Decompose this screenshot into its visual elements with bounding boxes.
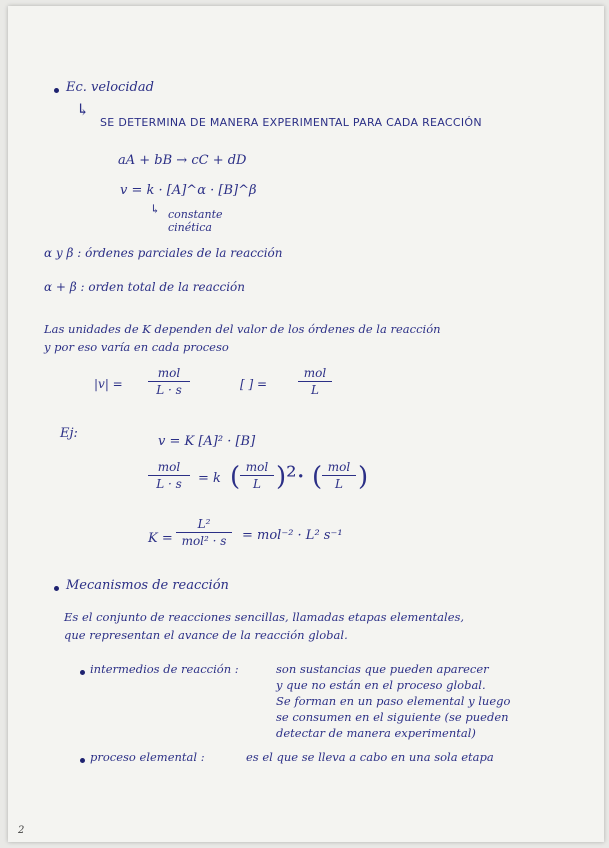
units-c-numerator: mol <box>303 366 327 380</box>
constant-label: constante cinética <box>168 208 223 234</box>
paren-close-1: )²· <box>276 462 305 492</box>
notebook-page <box>8 6 604 842</box>
mecanismos-def-1: Es el conjunto de reacciones sencillas, llamadas etapas elementales, <box>64 610 465 624</box>
page-number: 2 <box>18 825 25 836</box>
intermedios-line-4: se consumen en el siguiente (se pueden <box>276 710 509 724</box>
intermedios-label: intermedios de reacción : <box>90 662 239 676</box>
factor-1-denominator: L <box>253 477 261 491</box>
arrow-down-right-icon: ↳ <box>76 100 90 119</box>
elemental-label: proceso elemental : <box>90 750 205 764</box>
units-text-line-1: Las unidades de K dependen del valor de los órdenes de la reacción <box>44 322 441 336</box>
fraction-bar <box>240 475 274 476</box>
bullet-mecanismos <box>54 586 59 591</box>
total-order-text: α + β : orden total de la reacción <box>44 280 245 294</box>
k-fraction <box>176 517 232 548</box>
paren-close-2: ) <box>358 462 369 492</box>
example-equation-1: v = K [A]² · [B] <box>158 434 256 449</box>
mecanismos-def-2: que representan el avance de la reacción global. <box>64 628 348 642</box>
heading-ec-velocidad: Ec. velocidad <box>66 80 154 95</box>
lhs-numerator: mol <box>157 460 181 474</box>
k-numerator: L² <box>197 517 211 531</box>
elemental-text: es el que se lleva a cabo en una sola etapa <box>246 750 494 764</box>
fraction-bar <box>176 532 232 533</box>
intermedios-line-3: Se forman en un paso elemental y luego <box>276 694 511 708</box>
example-lhs-fraction <box>148 460 190 491</box>
intermedios-line-1: son sustancias que pueden aparecer <box>276 662 489 676</box>
units-c-fraction <box>298 366 332 397</box>
units-v-numerator: mol <box>157 366 181 380</box>
bullet-proceso-elemental <box>80 758 85 763</box>
k-denominator: mol² · s <box>181 534 227 548</box>
note-experimental: SE DETERMINA DE MANERA EXPERIMENTAL PARA CADA REACCIÓN <box>100 116 482 129</box>
arrow-small-icon: ↳ <box>150 202 161 216</box>
paren-open-2: ( <box>312 462 323 492</box>
fraction-bar <box>322 475 356 476</box>
paren-open-1: ( <box>230 462 241 492</box>
bullet-intermedios <box>80 670 85 675</box>
k-result: = mol⁻² · L² s⁻¹ <box>242 528 343 543</box>
factor-2-numerator: mol <box>327 460 351 474</box>
units-c-denominator: L <box>311 383 319 397</box>
fraction-bar <box>148 475 190 476</box>
example-label: Ej: <box>60 426 78 441</box>
units-v-denominator: L · s <box>156 383 182 397</box>
bullet-ec-velocidad <box>54 88 59 93</box>
intermedios-line-5: detectar de manera experimental) <box>276 726 476 740</box>
units-v-fraction <box>148 366 190 397</box>
units-text-line-2: y por eso varía en cada proceso <box>44 340 229 354</box>
example-equals-k: = k <box>198 471 221 486</box>
factor-2-denominator: L <box>335 477 343 491</box>
lhs-denominator: L · s <box>156 477 182 491</box>
units-c-label: [ ] = <box>240 377 268 391</box>
rate-law-equation: v = k · [A]^α · [B]^β <box>120 183 257 198</box>
heading-mecanismos: Mecanismos de reacción <box>66 578 229 593</box>
fraction-bar <box>298 381 332 382</box>
k-label: K = <box>148 531 173 546</box>
factor-1-numerator: mol <box>245 460 269 474</box>
example-factor-1 <box>240 460 274 491</box>
partial-orders-text: α y β : órdenes parciales de la reacción <box>44 246 283 260</box>
units-v-label: |v| = <box>94 377 123 391</box>
fraction-bar <box>148 381 190 382</box>
example-factor-2 <box>322 460 356 491</box>
reaction-equation: aA + bB → cC + dD <box>118 153 247 168</box>
intermedios-line-2: y que no están en el proceso global. <box>276 678 486 692</box>
